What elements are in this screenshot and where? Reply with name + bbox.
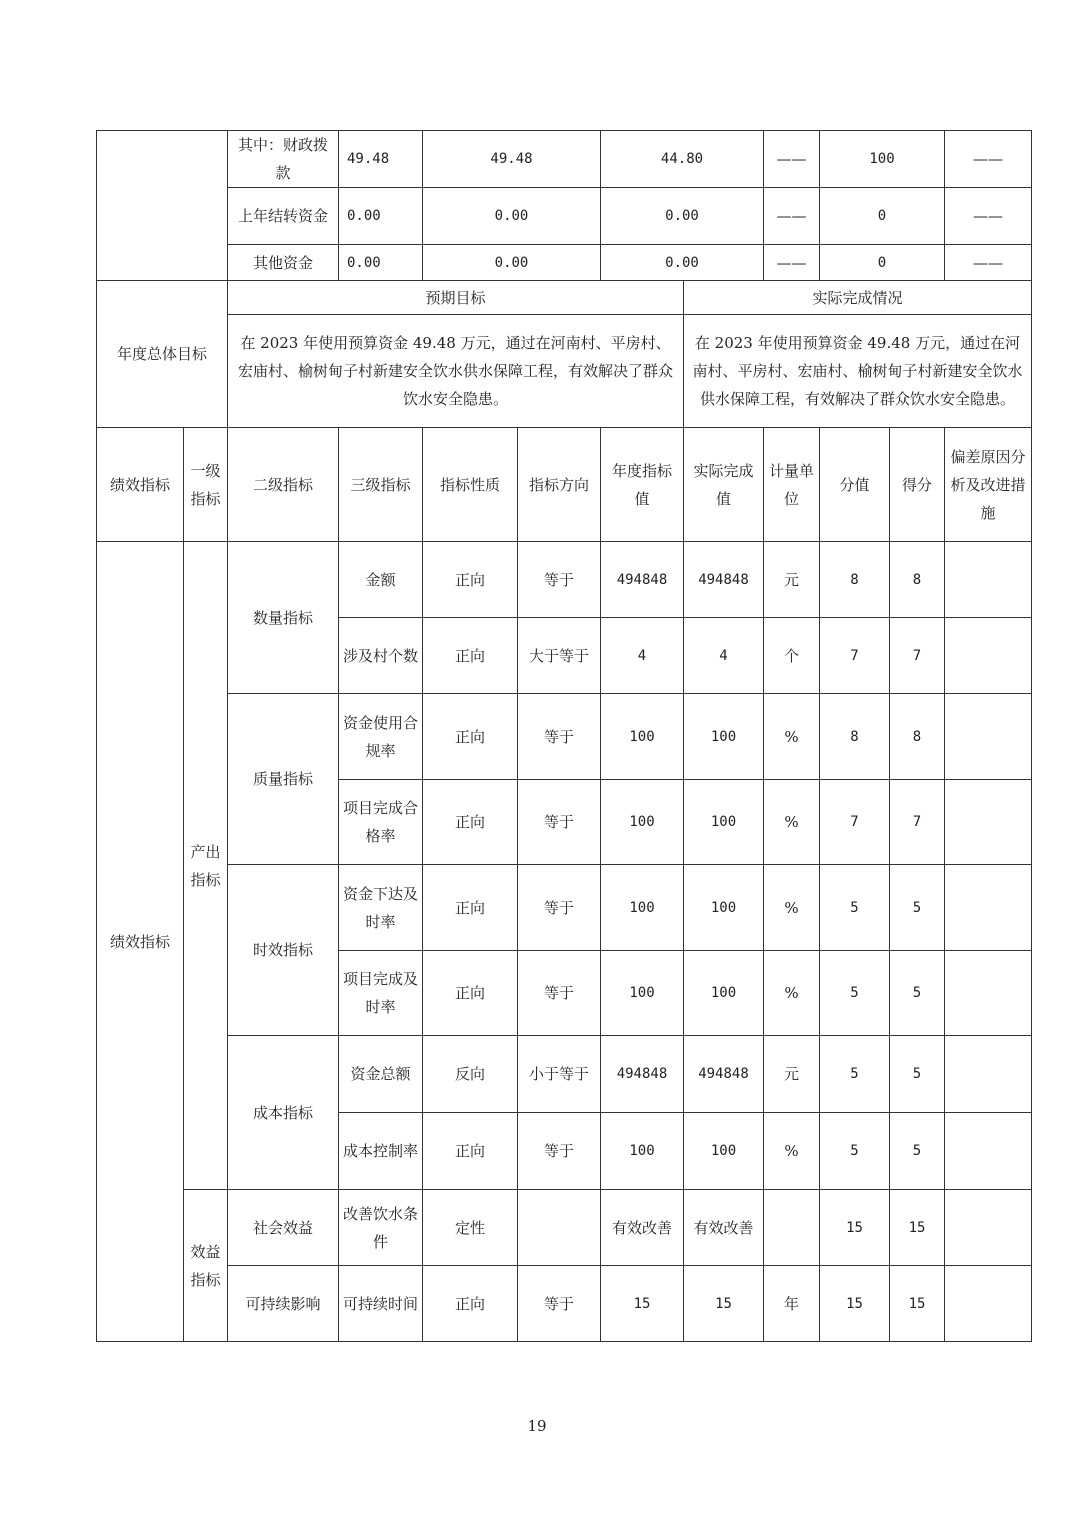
deviation-cell bbox=[945, 618, 1032, 694]
funding-cell: 100 bbox=[820, 131, 945, 188]
unit-cell: 元 bbox=[764, 1036, 820, 1113]
direction-cell: 大于等于 bbox=[518, 618, 601, 694]
annual-value-cell: 100 bbox=[601, 865, 684, 951]
unit-cell: % bbox=[764, 1113, 820, 1190]
nature-cell: 正向 bbox=[423, 1266, 518, 1342]
nature-cell: 定性 bbox=[423, 1190, 518, 1266]
header-level3: 三级指标 bbox=[339, 428, 423, 542]
funding-cell: 0.00 bbox=[601, 188, 764, 245]
group-quality: 质量指标 bbox=[228, 694, 339, 865]
expected-goal-header: 预期目标 bbox=[228, 281, 684, 315]
nature-cell: 正向 bbox=[423, 951, 518, 1036]
annual-value-cell: 100 bbox=[601, 780, 684, 865]
annual-value-cell: 100 bbox=[601, 694, 684, 780]
direction-cell: 等于 bbox=[518, 780, 601, 865]
level3-cell: 资金总额 bbox=[339, 1036, 423, 1113]
actual-value-cell: 100 bbox=[684, 951, 764, 1036]
unit-cell: % bbox=[764, 865, 820, 951]
score-value-cell: 5 bbox=[820, 1113, 890, 1190]
annual-goal-header-row bbox=[97, 281, 1032, 315]
unit-cell: % bbox=[764, 694, 820, 780]
funding-label: 其中：财政拨款 bbox=[228, 131, 339, 188]
score-cell: 15 bbox=[890, 1266, 945, 1342]
body-section-label: 绩效指标 bbox=[97, 542, 184, 1342]
funding-label: 上年结转资金 bbox=[228, 188, 339, 245]
score-cell: 8 bbox=[890, 694, 945, 780]
indicator-row bbox=[97, 1036, 1032, 1113]
score-cell: 7 bbox=[890, 780, 945, 865]
direction-cell: 等于 bbox=[518, 865, 601, 951]
direction-cell: 等于 bbox=[518, 694, 601, 780]
nature-cell: 正向 bbox=[423, 618, 518, 694]
score-value-cell: 15 bbox=[820, 1190, 890, 1266]
header-actual-value: 实际完成值 bbox=[684, 428, 764, 542]
score-value-cell: 15 bbox=[820, 1266, 890, 1342]
level3-cell: 金额 bbox=[339, 542, 423, 618]
header-annual-value: 年度指标值 bbox=[601, 428, 684, 542]
header-direction: 指标方向 bbox=[518, 428, 601, 542]
level3-cell: 项目完成及时率 bbox=[339, 951, 423, 1036]
level3-cell: 成本控制率 bbox=[339, 1113, 423, 1190]
group-timeliness: 时效指标 bbox=[228, 865, 339, 1036]
unit-cell: 个 bbox=[764, 618, 820, 694]
nature-cell: 正向 bbox=[423, 1113, 518, 1190]
score-value-cell: 7 bbox=[820, 780, 890, 865]
level3-cell: 涉及村个数 bbox=[339, 618, 423, 694]
annual-goal-text-row bbox=[97, 315, 1032, 428]
direction-cell bbox=[518, 1190, 601, 1266]
actual-value-cell: 有效改善 bbox=[684, 1190, 764, 1266]
indicator-row bbox=[97, 1190, 1032, 1266]
output-indicator-label: 产出指标 bbox=[184, 542, 228, 1190]
actual-value-cell: 100 bbox=[684, 780, 764, 865]
funding-cell: 0.00 bbox=[423, 188, 601, 245]
nature-cell: 正向 bbox=[423, 542, 518, 618]
annual-value-cell: 100 bbox=[601, 1113, 684, 1190]
actual-value-cell: 100 bbox=[684, 1113, 764, 1190]
header-level1: 一级指标 bbox=[184, 428, 228, 542]
annual-value-cell: 494848 bbox=[601, 1036, 684, 1113]
group-sustain: 可持续影响 bbox=[228, 1266, 339, 1342]
actual-value-cell: 100 bbox=[684, 865, 764, 951]
funding-row-other bbox=[97, 245, 1032, 281]
indicator-row bbox=[97, 1266, 1032, 1342]
nature-cell: 正向 bbox=[423, 865, 518, 951]
annual-value-cell: 494848 bbox=[601, 542, 684, 618]
funding-cell: 0.00 bbox=[601, 245, 764, 281]
score-value-cell: 5 bbox=[820, 865, 890, 951]
annual-value-cell: 15 bbox=[601, 1266, 684, 1342]
funding-cell: 0 bbox=[820, 245, 945, 281]
direction-cell: 小于等于 bbox=[518, 1036, 601, 1113]
header-nature: 指标性质 bbox=[423, 428, 518, 542]
direction-cell: 等于 bbox=[518, 951, 601, 1036]
score-value-cell: 5 bbox=[820, 1036, 890, 1113]
actual-value-cell: 100 bbox=[684, 694, 764, 780]
actual-completion-header: 实际完成情况 bbox=[684, 281, 1032, 315]
group-social: 社会效益 bbox=[228, 1190, 339, 1266]
actual-value-cell: 15 bbox=[684, 1266, 764, 1342]
funding-cell: —— bbox=[764, 131, 820, 188]
deviation-cell bbox=[945, 1113, 1032, 1190]
header-level2: 二级指标 bbox=[228, 428, 339, 542]
funding-row-fiscal bbox=[97, 131, 1032, 188]
deviation-cell bbox=[945, 1266, 1032, 1342]
funding-cell: 44.80 bbox=[601, 131, 764, 188]
indicator-header-row bbox=[97, 428, 1032, 542]
funding-blank-cell bbox=[97, 131, 228, 281]
direction-cell: 等于 bbox=[518, 1113, 601, 1190]
benefit-indicator-label: 效益指标 bbox=[184, 1190, 228, 1342]
score-value-cell: 7 bbox=[820, 618, 890, 694]
header-score: 得分 bbox=[890, 428, 945, 542]
funding-cell: 0.00 bbox=[339, 188, 423, 245]
header-section: 绩效指标 bbox=[97, 428, 184, 542]
score-cell: 15 bbox=[890, 1190, 945, 1266]
funding-cell: 0 bbox=[820, 188, 945, 245]
deviation-cell bbox=[945, 951, 1032, 1036]
score-value-cell: 8 bbox=[820, 542, 890, 618]
group-cost: 成本指标 bbox=[228, 1036, 339, 1190]
score-value-cell: 8 bbox=[820, 694, 890, 780]
unit-cell: 年 bbox=[764, 1266, 820, 1342]
unit-cell: % bbox=[764, 780, 820, 865]
deviation-cell bbox=[945, 1190, 1032, 1266]
funding-cell: —— bbox=[945, 245, 1032, 281]
nature-cell: 反向 bbox=[423, 1036, 518, 1113]
annual-value-cell: 4 bbox=[601, 618, 684, 694]
score-cell: 5 bbox=[890, 951, 945, 1036]
score-cell: 5 bbox=[890, 1036, 945, 1113]
page-number: 19 bbox=[527, 1417, 547, 1435]
funding-cell: 49.48 bbox=[339, 131, 423, 188]
group-quantity: 数量指标 bbox=[228, 542, 339, 694]
indicator-row bbox=[97, 542, 1032, 618]
indicator-row bbox=[97, 694, 1032, 780]
actual-value-cell: 4 bbox=[684, 618, 764, 694]
level3-cell: 改善饮水条件 bbox=[339, 1190, 423, 1266]
annual-goal-label: 年度总体目标 bbox=[97, 281, 228, 428]
score-cell: 8 bbox=[890, 542, 945, 618]
annual-value-cell: 100 bbox=[601, 951, 684, 1036]
actual-value-cell: 494848 bbox=[684, 1036, 764, 1113]
funding-cell: —— bbox=[945, 188, 1032, 245]
deviation-cell bbox=[945, 694, 1032, 780]
direction-cell: 等于 bbox=[518, 542, 601, 618]
funding-row-carryover bbox=[97, 188, 1032, 245]
unit-cell: % bbox=[764, 951, 820, 1036]
funding-cell: 0.00 bbox=[423, 245, 601, 281]
level3-cell: 可持续时间 bbox=[339, 1266, 423, 1342]
unit-cell: 元 bbox=[764, 542, 820, 618]
indicator-row bbox=[97, 865, 1032, 951]
unit-cell bbox=[764, 1190, 820, 1266]
nature-cell: 正向 bbox=[423, 780, 518, 865]
funding-cell: 49.48 bbox=[423, 131, 601, 188]
expected-goal-text: 在 2023 年使用预算资金 49.48 万元，通过在河南村、平房村、宏庙村、榆树甸子村新建安全饮水供水保障工程，有效解决了群众饮水安全隐患。 bbox=[228, 315, 684, 428]
deviation-cell bbox=[945, 780, 1032, 865]
deviation-cell bbox=[945, 1036, 1032, 1113]
actual-completion-text: 在 2023 年使用预算资金 49.48 万元，通过在河南村、平房村、宏庙村、榆树甸子村新建安全饮水供水保障工程，有效解决了群众饮水安全隐患。 bbox=[684, 315, 1032, 428]
level3-cell: 资金使用合规率 bbox=[339, 694, 423, 780]
deviation-cell bbox=[945, 542, 1032, 618]
header-deviation: 偏差原因分析及改进措施 bbox=[945, 428, 1032, 542]
annual-value-cell: 有效改善 bbox=[601, 1190, 684, 1266]
nature-cell: 正向 bbox=[423, 694, 518, 780]
performance-table bbox=[96, 130, 1032, 1342]
funding-cell: —— bbox=[764, 188, 820, 245]
score-value-cell: 5 bbox=[820, 951, 890, 1036]
funding-label: 其他资金 bbox=[228, 245, 339, 281]
level3-cell: 资金下达及时率 bbox=[339, 865, 423, 951]
direction-cell: 等于 bbox=[518, 1266, 601, 1342]
score-cell: 5 bbox=[890, 865, 945, 951]
funding-cell: —— bbox=[764, 245, 820, 281]
level3-cell: 项目完成合格率 bbox=[339, 780, 423, 865]
score-cell: 7 bbox=[890, 618, 945, 694]
header-unit: 计量单位 bbox=[764, 428, 820, 542]
funding-cell: —— bbox=[945, 131, 1032, 188]
header-score-value: 分值 bbox=[820, 428, 890, 542]
score-cell: 5 bbox=[890, 1113, 945, 1190]
funding-cell: 0.00 bbox=[339, 245, 423, 281]
deviation-cell bbox=[945, 865, 1032, 951]
actual-value-cell: 494848 bbox=[684, 542, 764, 618]
